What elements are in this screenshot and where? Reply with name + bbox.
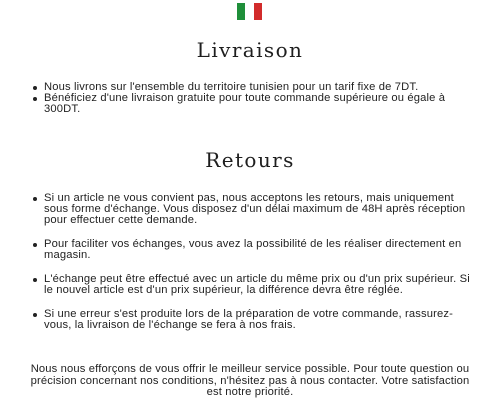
livraison-title: Livraison: [196, 38, 304, 62]
retours-title: Retours: [205, 148, 295, 172]
italy-flag-icon: [237, 3, 262, 20]
flag-stripe-white: [245, 3, 253, 20]
livraison-item-1: Nous livrons sur l'ensemble du territoire tunisien pour un tarif fixe de 7DT.: [30, 82, 480, 93]
retours-item-1: Si un article ne vous convient pas, nous acceptons les retours, mais uniquement sous forme d'échange. Vous disposez d'un délai maximum de 48H après réception pour effectuer cette demande.: [30, 193, 480, 226]
retours-item-2: Pour faciliter vos échanges, vous avez la possibilité de les réaliser directement en magasin.: [30, 239, 480, 261]
retours-item-4: Si une erreur s'est produite lors de la préparation de votre commande, rassurez-vous, la livraison de l'échange se fera à nos frais.: [30, 309, 480, 331]
livraison-list: [30, 82, 480, 115]
retours-item-3: L'échange peut être effectué avec un article du même prix ou d'un prix supérieur. Si le nouvel article est d'un prix supérieur, la différence devra être réglée.: [30, 274, 480, 296]
livraison-item-2: Bénéficiez d'une livraison gratuite pour toute commande supérieure ou égale à 300DT.: [30, 93, 480, 115]
closing-paragraph: Nous nous efforçons de vous offrir le meilleur service possible. Pour toute question ou précision concernant nos conditions, n'hésitez pas à nous contacter. Votre satisfaction est notre priorité.: [30, 363, 470, 398]
retours-list: [30, 193, 480, 331]
flag-stripe-red: [254, 3, 262, 20]
flag-stripe-green: [237, 3, 245, 20]
